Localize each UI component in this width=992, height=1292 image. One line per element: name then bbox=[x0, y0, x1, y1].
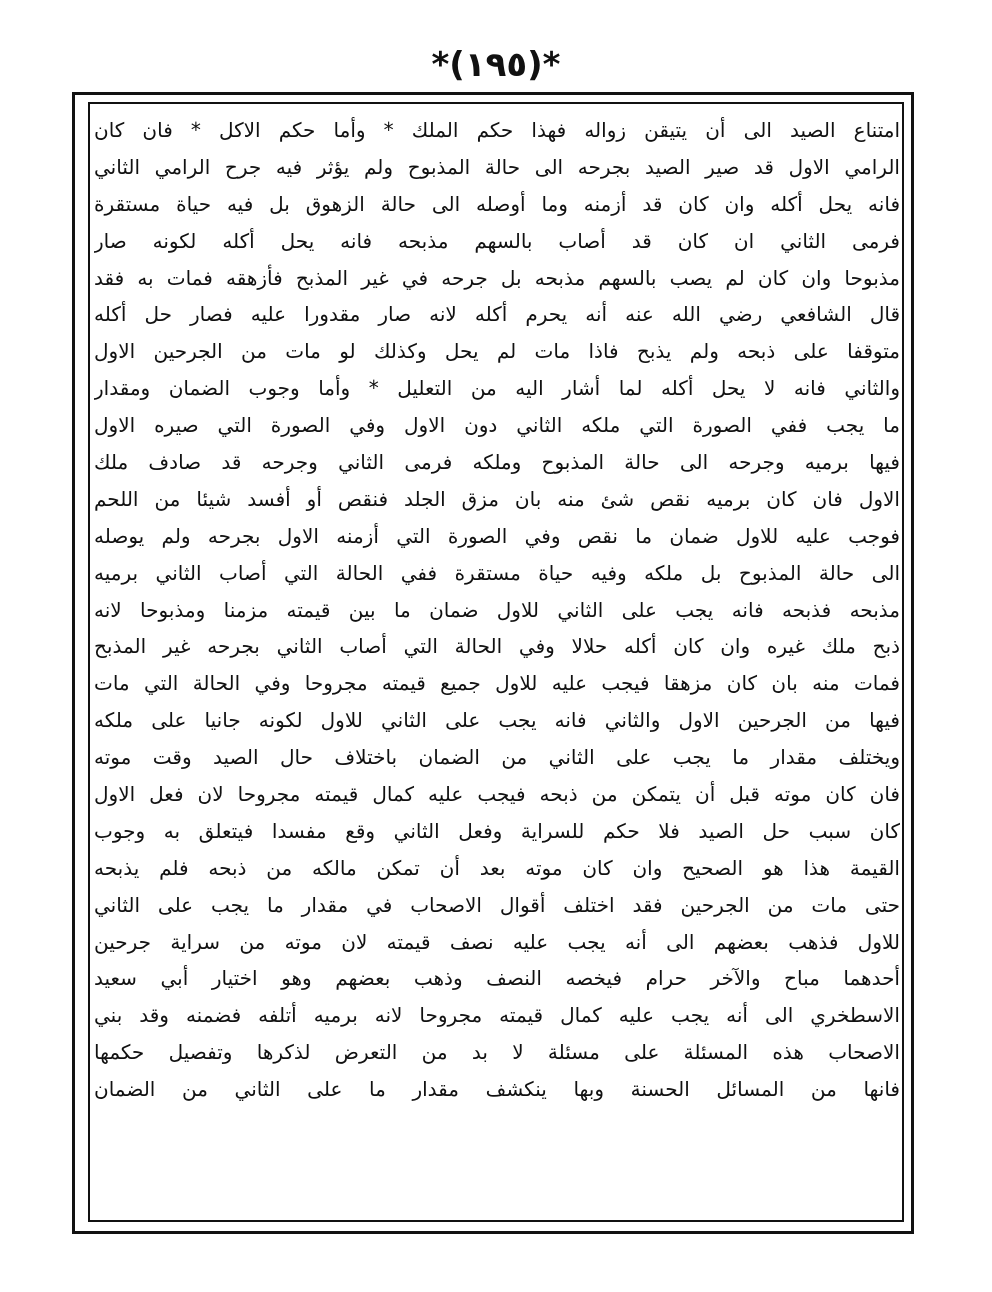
page-number: *(١٩٥)* bbox=[431, 45, 561, 85]
text-line: فوجب عليه للاول ضمان ما نقص وفي الصورة التي أزمنه الاول بجرحه ولم يوصله bbox=[94, 523, 900, 548]
text-line: ذبح ملك غيره وان كان أكله حلالا وفي الحالة التي أصاب الثاني بجرحه غير المذبح bbox=[94, 634, 900, 659]
text-line: الاول فان كان برميه نقص شئ منه بان مزق الجلد فنقص أو أفسد شيئا من اللحم bbox=[94, 486, 900, 511]
text-line: قال الشافعي رضي الله عنه أنه يحرم أكله لانه صار مقدورا عليه فصار حل أكله bbox=[94, 302, 900, 327]
text-line: امتناع الصيد الى أن يتيقن زواله فهذا حكم الملك * وأما حكم الاكل * فان كان bbox=[94, 118, 900, 142]
text-line: كان سبب حل الصيد فلا حكم للسراية وفعل الثاني وقع مفسدا فيتعلق به وجوب bbox=[94, 818, 900, 843]
text-line: متوقفا على ذبحه ولم يذبح فاذا مات لم يحل وكذلك لو مات من الجرحين الاول bbox=[94, 339, 900, 364]
text-line: ما يجب ففي الصورة التي ملكه الثاني دون الاول وفي الصورة التي صيره الاول bbox=[94, 413, 900, 438]
text-line: والثاني فانه لا يحل أكله لما أشار اليه من التعليل * وأما وجوب الضمان ومقدار bbox=[94, 376, 900, 401]
text-line: فمات منه بان كان مزهقا فيجب عليه للاول جميع قيمته مجروحا وفي الحالة التي مات bbox=[94, 671, 900, 696]
text-line: حتى مات من الجرحين فقد اختلف أقوال الاصحاب في مقدار ما يجب على الثاني bbox=[94, 892, 900, 917]
text-line: فان كان موته قبل أن يتمكن من ذبحه فيجب عليه كمال قيمته مجروحا لان فعل الاول bbox=[94, 782, 900, 807]
text-line: ويختلف مقدار ما يجب على الثاني من الضمان باختلاف حال الصيد وقت موته bbox=[94, 745, 900, 770]
text-line: أحدهما مباح والآخر حرام فيخصه النصف وذهب بعضهم وهو اختيار أبي سعيد bbox=[94, 966, 900, 991]
text-line: فرمى الثاني ان كان قد أصاب بالسهم مذبحه فانه يحل أكله لكونه صار bbox=[94, 228, 900, 253]
text-line: الرامي الاول قد صير الصيد بجرحه الى حالة المذبوح ولم يؤثر فيه جرح الرامي الثاني bbox=[94, 154, 900, 179]
text-line: فانها من المسائل الحسنة وبها ينكشف مقدار ما على الثاني من الضمان bbox=[94, 1077, 900, 1102]
text-block bbox=[94, 112, 900, 1222]
text-line: الاصحاب هذه المسئلة على مسئلة لا بد من التعرض لذكرها وتفصيل حكمها bbox=[94, 1040, 900, 1065]
text-line: للاول فذهب بعضهم الى أنه يجب عليه نصف قيمته لان موته من سراية جرحين bbox=[94, 929, 900, 954]
text-line: القيمة هذا هو الصحيح وان كان موته بعد أن تمكن مالكه من ذبحه فلم يذبحه bbox=[94, 855, 900, 880]
text-line: فيها من الجرحين الاول والثاني فانه يجب على الثاني للاول لكونه جانيا على ملكه bbox=[94, 708, 900, 733]
text-line: فيها برميه وجرحه الى حالة المذبوح وملكه فرمى الثاني وجرحه قد صادف ملك bbox=[94, 450, 900, 475]
text-line: مذبحه فذبحه فانه يجب على الثاني للاول ضمان ما بين قيمته مزمنا ومذبوحا لانه bbox=[94, 597, 900, 622]
text-line: فانه يحل أكله وان كان قد أزمنه وما أوصله الى حالة الزهوق بل فيه حياة مستقرة bbox=[94, 191, 900, 216]
text-line: مذبوحا وان كان لم يصب بالسهم مذبحه بل جرحه في غير المذبح فأزهقه فمات به فقد bbox=[94, 265, 900, 290]
text-line: الاسطخري الى أنه يجب عليه كمال قيمته مجروحا لانه برميه أتلفه فضمنه وقد بني bbox=[94, 1003, 900, 1028]
text-line: الى حالة المذبوح بل ملكه وفيه حياة مستقرة ففي الحالة التي أصاب الثاني برميه bbox=[94, 560, 900, 585]
